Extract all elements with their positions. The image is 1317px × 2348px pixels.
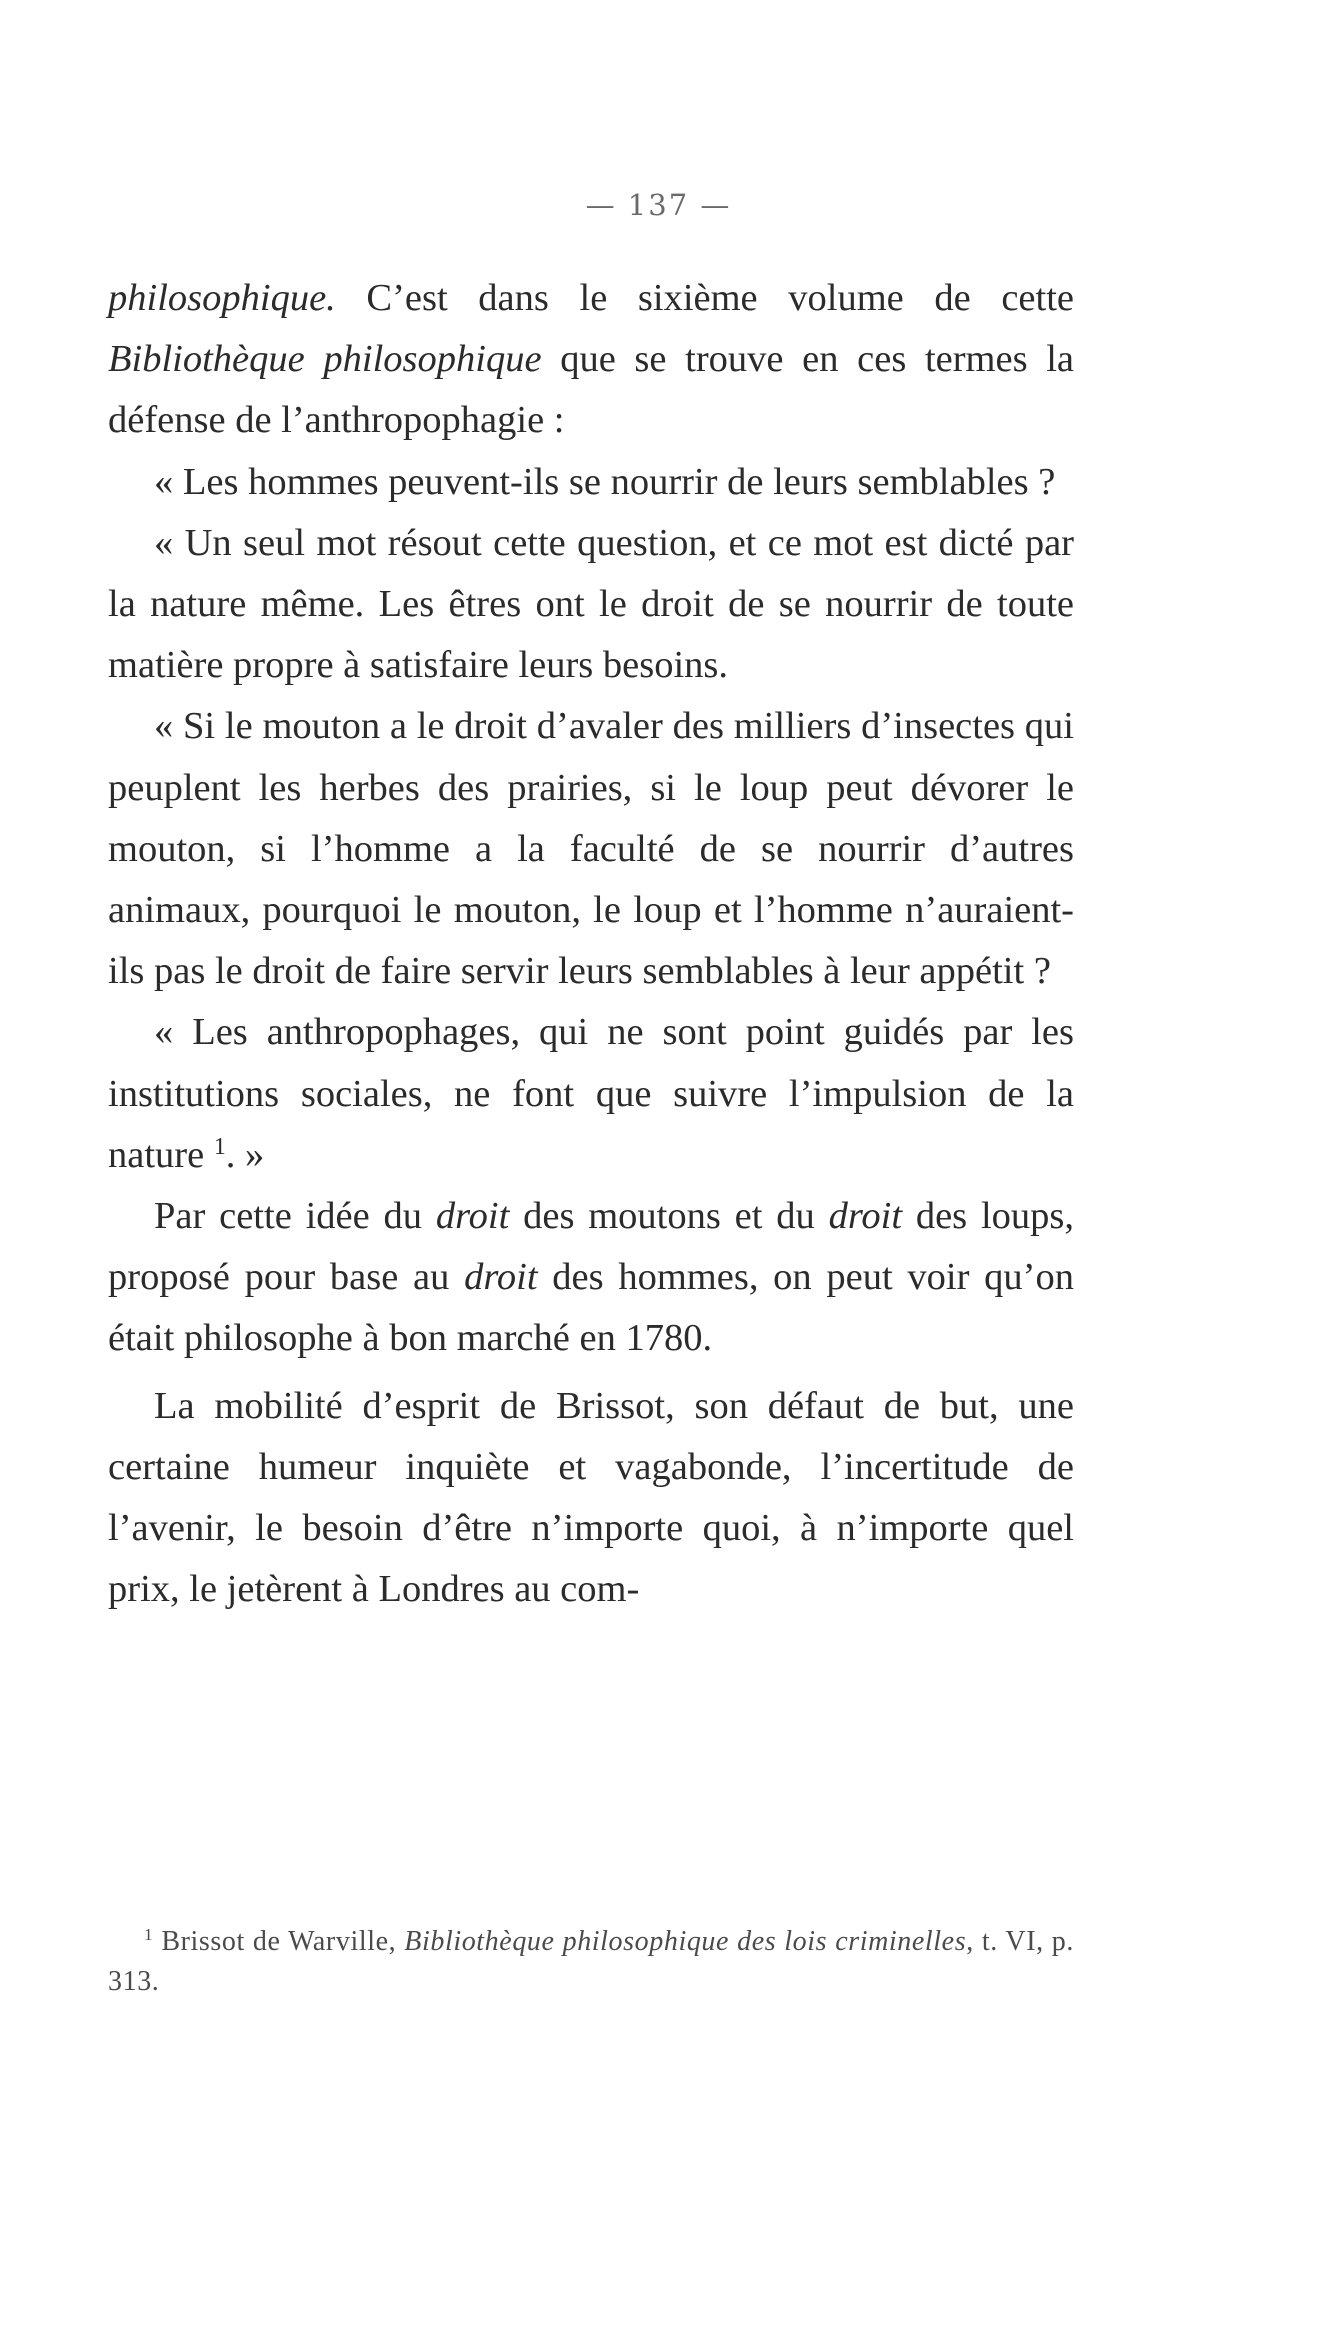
paragraph-5-text: « Les anthropophages, qui ne sont point guidés par les institutions sociales, ne font que suivre l’impulsion de la nature — [108, 1011, 1074, 1176]
paragraph-1 — [108, 268, 1074, 452]
paragraph-7: La mobilité d’esprit de Brissot, son défaut de but, une certaine humeur inquiète et vagabonde, l’incertitude de l’avenir, le besoin d’être n’importe quoi, à n’importe quel prix, le jetèrent à Londres au com- — [108, 1384, 1074, 1611]
paragraph-6-text-a: Par cette idée du — [154, 1195, 436, 1238]
footnote-text — [108, 1922, 1074, 2002]
paragraph-6-italic-b: droit — [828, 1195, 903, 1238]
paragraph-1-text-b: que se trouve en ces termes la défense de l’anthropophagie : — [108, 338, 1075, 442]
footnote-italic-title: Bibliothèque philosophique des lois criminelles — [404, 1926, 967, 1957]
footnote — [108, 1922, 1074, 2002]
footnote-mark: 1 — [144, 1925, 154, 1945]
page-number: — 137 — — [585, 188, 732, 222]
paragraph-6-italic-a: droit — [435, 1195, 510, 1238]
footnote-reference: 1 — [213, 1133, 226, 1160]
paragraph-1-text-a: C’est dans le sixième volume de cette — [335, 277, 1074, 319]
main-text — [108, 268, 1074, 1620]
footnote-text-b: , t. VI, p. 313. — [108, 1926, 1074, 1997]
paragraph-2: « Les hommes peuvent-ils se nourrir de leurs semblables ? — [154, 460, 1056, 503]
paragraph-4: « Si le mouton a le droit d’avaler des milliers d’insectes qui peuplent les herbes des prairies, si le loup peut dévorer le mouton, si l’homme a la faculté de se nourrir d’autres animaux, pourquoi le mouton, le loup et l’homme n’auraient-ils pas le droit de faire servir leurs semblables à leur appétit ? — [108, 705, 1074, 993]
paragraph-6-italic-c: droit — [464, 1256, 538, 1299]
paragraph-6 — [108, 1186, 1074, 1370]
footnote-text-a: Brissot de Warville, — [153, 1926, 405, 1957]
paragraph-6-text-d: des hommes, on peut voir qu’on était philosophe à bon marché en 1780. — [108, 1256, 1074, 1360]
paragraph-6-text-b: des moutons et du — [509, 1195, 829, 1238]
paragraph-6-text-c: des loups, proposé pour base au — [108, 1195, 1075, 1299]
paragraph-3: « Un seul mot résout cette question, et ce mot est dicté par la nature même. Les êtres ont le droit de se nourrir de toute matière propre à satisfaire leurs besoins. — [108, 521, 1074, 687]
paragraph-5 — [108, 1002, 1074, 1186]
paragraph-5-end: . » — [225, 1133, 265, 1176]
paragraph-1-italic-b: Bibliothèque philosophique — [108, 338, 542, 381]
paragraph-1-italic-a: philosophique. — [108, 277, 336, 319]
